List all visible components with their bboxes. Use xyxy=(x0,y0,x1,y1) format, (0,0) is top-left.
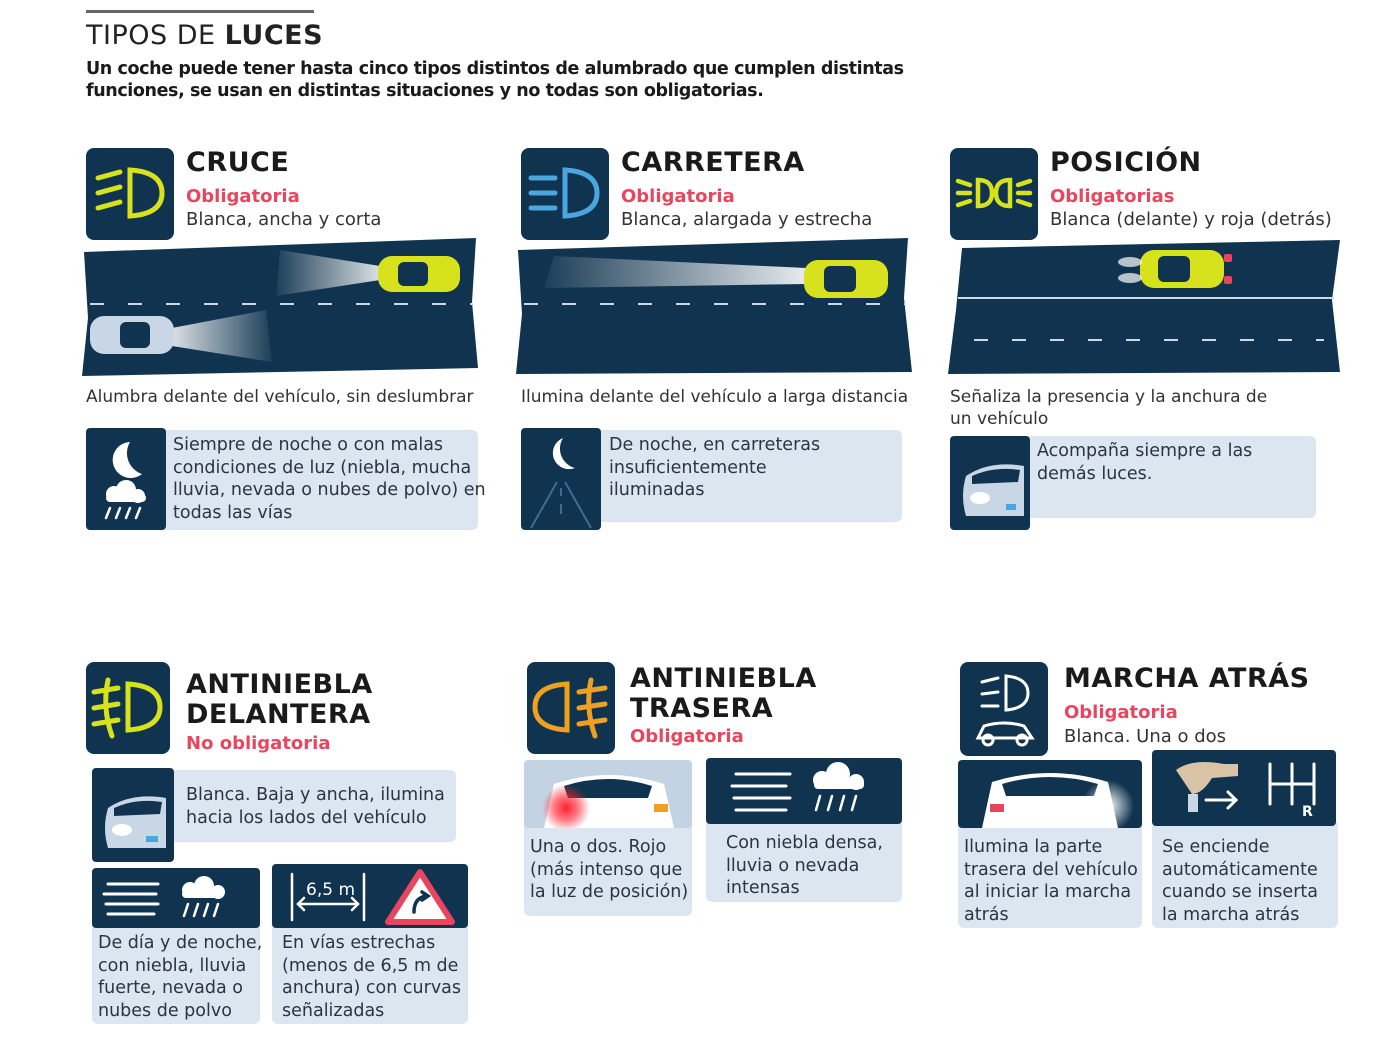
marcha-atras-lights-line-1: Ilumina la parte xyxy=(964,837,1103,857)
antiniebla-trasera-weather-line-1: Con niebla densa, xyxy=(726,833,883,853)
page-title xyxy=(86,20,323,51)
antiniebla-delantera-road-line-4: señalizadas xyxy=(282,1000,385,1021)
antiniebla-delantera-status: No obligatoria xyxy=(186,733,331,754)
marcha-atras-lights-line-3: al iniciar la marcha xyxy=(964,882,1132,902)
antiniebla-delantera-road-line-3: anchura) con curvas xyxy=(282,978,462,998)
antiniebla-trasera-weather-text xyxy=(726,832,883,900)
front-fog-icon xyxy=(86,662,170,754)
antiniebla-delantera-weather-line-4: nubes de polvo xyxy=(98,1000,232,1021)
fog-rain-icon xyxy=(706,758,902,824)
antiniebla-delantera-road-line-1: En vías estrechas xyxy=(282,933,436,953)
antiniebla-trasera-weather-line-3: intensas xyxy=(726,878,800,898)
posicion-caption-line-1: Señaliza la presencia y la anchura de xyxy=(950,387,1268,407)
intro-line-2: funciones, se usan en distintas situaciones y no todas son obligatorias. xyxy=(86,81,764,101)
carretera-usage-text xyxy=(609,434,820,502)
posicion-status: Obligatorias xyxy=(1050,186,1175,207)
fog-rain-icon xyxy=(92,868,260,928)
antiniebla-trasera-weather-line-2: lluvia o nevada xyxy=(726,855,860,876)
cruce-usage-line-1: Siempre de noche o con malas xyxy=(173,435,444,455)
cruce-caption: Alumbra delante del vehículo, sin deslumbrar xyxy=(86,387,474,407)
carretera-title: CARRETERA xyxy=(621,147,805,178)
antiniebla-trasera-lights-line-2: (más intenso que xyxy=(530,859,683,880)
marcha-atras-desc: Blanca. Una o dos xyxy=(1064,726,1227,747)
carretera-road-illustration xyxy=(514,238,914,376)
carretera-usage-line-2: insuficientemente xyxy=(609,457,767,478)
cruce-usage-line-2: condiciones de luz (niebla, mucha xyxy=(173,457,472,478)
marcha-atras-lights-line-4: atrás xyxy=(964,904,1009,925)
marcha-atras-gear-line-1: Se enciende xyxy=(1162,837,1270,857)
cruce-usage-line-4: todas las vías xyxy=(173,502,293,523)
carretera-caption: Ilumina delante del vehículo a larga distancia xyxy=(521,387,909,407)
cruce-road-illustration xyxy=(80,238,480,378)
antiniebla-trasera-title-line-2: TRASERA xyxy=(630,693,774,724)
antiniebla-delantera-title-line-2: DELANTERA xyxy=(186,699,371,730)
dipped-beam-icon xyxy=(86,148,174,240)
antiniebla-trasera-lights-line-3: la luz de posición) xyxy=(530,882,689,902)
posicion-desc: Blanca (delante) y roja (detrás) xyxy=(1050,209,1332,230)
antiniebla-delantera-road-line-2: (menos de 6,5 m de xyxy=(282,955,459,976)
posicion-usage-line-2: demás luces. xyxy=(1037,463,1153,484)
antiniebla-trasera-title-line-1: ANTINIEBLA xyxy=(630,663,817,694)
antiniebla-trasera-lights-text xyxy=(530,836,688,904)
marcha-atras-lights-line-2: trasera del vehículo xyxy=(964,859,1138,880)
header-rule xyxy=(86,10,314,13)
carretera-desc: Blanca, alargada y estrecha xyxy=(621,209,873,230)
rear-fog-icon xyxy=(527,662,615,754)
night-rain-icon xyxy=(86,428,166,530)
marcha-atras-status: Obligatoria xyxy=(1064,702,1178,723)
page-title-bold: LUCES xyxy=(224,20,324,51)
car-rear-red-fog-illustration xyxy=(524,760,692,828)
carretera-status: Obligatoria xyxy=(621,186,735,207)
posicion-caption xyxy=(950,386,1267,430)
posicion-usage-line-1: Acompaña siempre a las xyxy=(1037,441,1253,461)
marcha-atras-lights-text xyxy=(964,836,1138,926)
antiniebla-delantera-road-text xyxy=(282,932,461,1022)
cruce-usage-text xyxy=(173,434,486,524)
antiniebla-delantera-desc-text xyxy=(186,784,445,829)
car-front-icon xyxy=(950,436,1030,530)
cruce-desc: Blanca, ancha y corta xyxy=(186,209,382,230)
antiniebla-delantera-weather-line-1: De día y de noche, xyxy=(98,933,263,953)
antiniebla-trasera-status: Obligatoria xyxy=(630,726,744,747)
carretera-usage-line-1: De noche, en carreteras xyxy=(609,435,821,455)
antiniebla-delantera-title-line-1: ANTINIEBLA xyxy=(186,669,373,700)
position-lights-icon xyxy=(950,148,1038,240)
cruce-status: Obligatoria xyxy=(186,186,300,207)
marcha-atras-gear-line-2: automáticamente xyxy=(1162,859,1318,880)
antiniebla-delantera-desc-line-1: Blanca. Baja y ancha, ilumina xyxy=(186,785,445,805)
antiniebla-trasera-title xyxy=(630,664,817,724)
antiniebla-delantera-weather-line-3: fuerte, nevada o xyxy=(98,978,244,998)
car-fog-front-icon xyxy=(92,768,174,862)
posicion-usage-text xyxy=(1037,440,1252,485)
antiniebla-delantera-weather-text xyxy=(98,932,262,1022)
marcha-atras-title: MARCHA ATRÁS xyxy=(1064,663,1310,694)
antiniebla-delantera-weather-line-2: con niebla, lluvia xyxy=(98,955,247,976)
car-reverse-light-illustration xyxy=(958,760,1142,828)
antiniebla-delantera-desc-line-2: hacia los lados del vehículo xyxy=(186,807,427,828)
marcha-atras-gear-line-3: cuando se inserta xyxy=(1162,882,1318,902)
antiniebla-delantera-title xyxy=(186,670,373,730)
intro-line-1: Un coche puede tener hasta cinco tipos distintos de alumbrado que cumplen distintas xyxy=(86,59,904,79)
posicion-road-illustration xyxy=(944,238,1344,378)
page-title-light: TIPOS DE xyxy=(86,20,216,51)
marcha-atras-gear-text xyxy=(1162,836,1318,926)
carretera-usage-line-3: iluminadas xyxy=(609,480,705,500)
road-width-label: 6,5 m xyxy=(306,880,355,900)
reverse-light-icon xyxy=(960,662,1048,756)
night-road-icon xyxy=(521,428,601,530)
cruce-usage-line-3: lluvia, nevada o nubes de polvo) en xyxy=(173,480,486,500)
reverse-gear-label: R xyxy=(1302,804,1313,820)
antiniebla-trasera-lights-line-1: Una o dos. Rojo xyxy=(530,837,667,857)
cruce-title: CRUCE xyxy=(186,147,290,178)
posicion-caption-line-2: un vehículo xyxy=(950,409,1049,429)
marcha-atras-gear-line-4: la marcha atrás xyxy=(1162,904,1300,925)
intro-text xyxy=(86,58,904,102)
high-beam-icon xyxy=(521,148,609,240)
narrow-road-curve-icon xyxy=(272,864,468,928)
posicion-title: POSICIÓN xyxy=(1050,147,1202,178)
